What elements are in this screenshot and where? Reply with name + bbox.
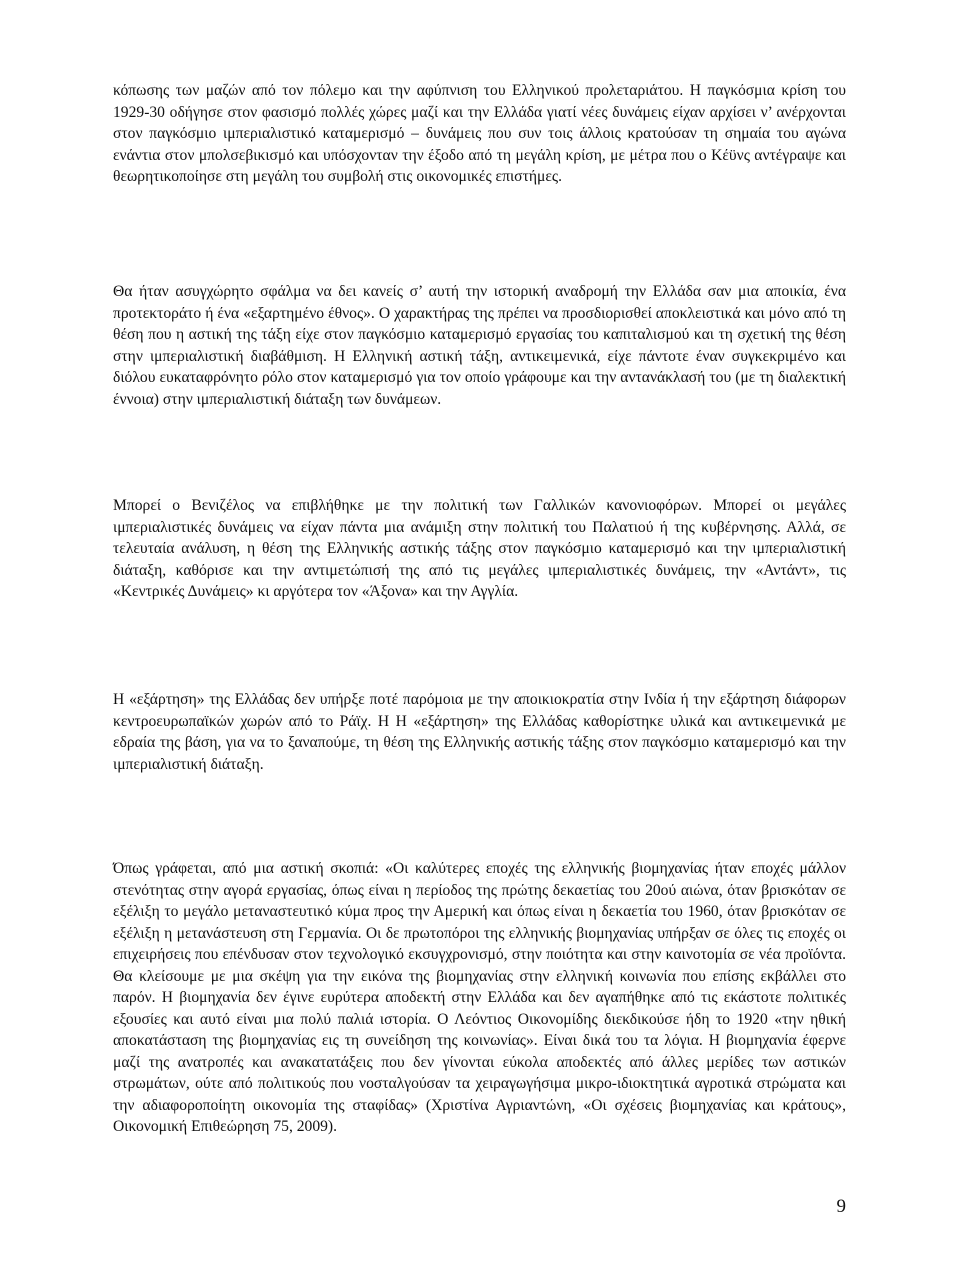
- paragraph-4: Η «εξάρτηση» της Ελλάδας δεν υπήρξε ποτέ παρόμοια με την αποικιοκρατία στην Ινδία ή την εξάρτηση διάφορων κεντροευρωπαϊκών χωρών από το Ράϊχ. Η Η «εξάρτηση» της Ελλάδας καθορίστηκε υλικά και αντικειμενικά με εδραία της βάση, για να το ξαναπούμε, τη θέση της Ελληνικής αστικής τάξης στον παγκόσμιο καταμερισμό και την ιμπεριαλιστική διάταξη.: [113, 691, 846, 773]
- paragraph-2: Θα ήταν ασυγχώρητο σφάλμα να δει κανείς σ’ αυτή την ιστορική αναδρομή την Ελλάδα σαν μια αποικία, ένα προτεκτοράτο ή ένα «εξαρτημένο έθνος». Ο χαρακτήρας της πρέπει να προσδιορισθεί αποκλειστικά και μόνο από τη θέση που η αστική της τάξη είχε στον παγκόσμιο καταμερισμό εργασίας του καπιταλισμού και τη σχετική της θέση στην ιμπεριαλιστική διαβάθμιση. Η Ελληνική αστική τάξη, αντικειμενικά, είχε πάντοτε έναν συγκεκριμένο και διόλου ευκαταφρόνητο ρόλο στον καταμερισμό για τον οποίο γράφουμε και την αντανάκλασή του (με τη διαλεκτική έννοια) στην ιμπεριαλιστική διάταξη των δυνάμεων.: [113, 283, 846, 408]
- page-number: 9: [836, 1196, 846, 1217]
- paragraph-3: Μπορεί ο Βενιζέλος να επιβλήθηκε με την πολιτική των Γαλλικών κανονιοφόρων. Μπορεί οι μεγάλες ιμπεριαλιστικές δυνάμεις να είχαν πάντα μια ανάμιξη στην πολιτική του Παλατιού ή της κυβέρνησης. Αλλά, σε τελευταία ανάλυση, η θέση της Ελληνικής αστικής τάξης στον παγκόσμιο καταμερισμό και την ιμπεριαλιστική διάταξη, καθόρισε και την αντιμετώπισή της από τις μεγάλες ιμπεριαλιστικές δυνάμεις, την «Αντάντ», τις «Κεντρικές Δυνάμεις» κι αργότερα τον «Άξονα» και την Αγγλία.: [113, 497, 846, 600]
- paragraph-5: Όπως γράφεται, από μια αστική σκοπιά: «Οι καλύτερες εποχές της ελληνικής βιομηχανίας ήταν εποχές μάλλον στενότητας στην αγορά εργασίας, όπως είναι η περίοδος της πρώτης δεκαετίας του 20ού αιώνα, όταν βρισκόταν σε εξέλιξη το μεγάλο μεταναστευτικό κύμα προς την Αμερική και όπως είναι η δεκαετία του 1960, όταν βρισκόταν σε εξέλιξη η μετανάστευση στη Γερμανία. Οι δε πρωτοπόροι της ελληνικής βιομηχανίας υπήρξαν σε όλες τις εποχές οι επιχειρήσεις που επένδυσαν στον τεχνολογικό εκσυγχρονισμό, στην ποιότητα και στην καινοτομία σε νέα προϊόντα. Θα κλείσουμε με μια σκέψη για την εικόνα της βιομηχανίας στην ελληνική κοινωνία που επίσης εκβάλλει στο παρόν. Η βιομηχανία δεν έγινε ευρύτερα αποδεκτή στην Ελλάδα και δεν αγαπήθηκε από τις εκάστοτε πολιτικές εξουσίες και αυτό είναι μια πολύ παλιά ιστορία. Ο Λεόντιος Οικονομίδης διεκδικούσε ήδη το 1920 «την ηθική αποκατάσταση της βιομηχανίας εις τη συνείδηση της κοινωνίας». Είναι δικά του τα λόγια. Η βιομηχανία έφερνε μαζί της ανατροπές και ανακατατάξεις που δεν γίνονται εύκολα αποδεκτές από άλλες μερίδες των αστικών στρωμάτων, ούτε από πολιτικούς που νοσταλγούσαν τα χειραγωγήσιμα μικρο-ιδιοκτητικά αγροτικά στρώματα και την αδιαφοροποίητη οικονομία της σταφίδας» (Χριστίνα Αγριαντώνη, «Οι σχέσεις βιομηχανίας και κράτους», Οικονομική Επιθεώρηση 75, 2009).: [113, 860, 846, 1135]
- paragraph-1: κόπωσης των μαζών από τον πόλεμο και την αφύπνιση του Ελληνικού προλεταριάτου. Η παγκόσμια κρίση του 1929-30 οδήγησε στον φασισμό πολλές χώρες μαζί και την Ελλάδα γιατί νέες δυνάμεις είχαν αρχίσει ν’ ανέρχονται στον παγκόσμιο ιμπεριαλιστικό καταμερισμό – δυνάμεις που συν τοις άλλοις κρατούσαν τη σημαία του αγώνα ενάντια στον μπολσεβικισμό και υπόσχονταν την έξοδο από τη μεγάλη κρίση, με μέτρα που ο Κέϋνς αντέγραψε και θεωρητικοποίησε στη μεγάλη του συμβολή στις οικονομικές επιστήμες.: [113, 82, 846, 185]
